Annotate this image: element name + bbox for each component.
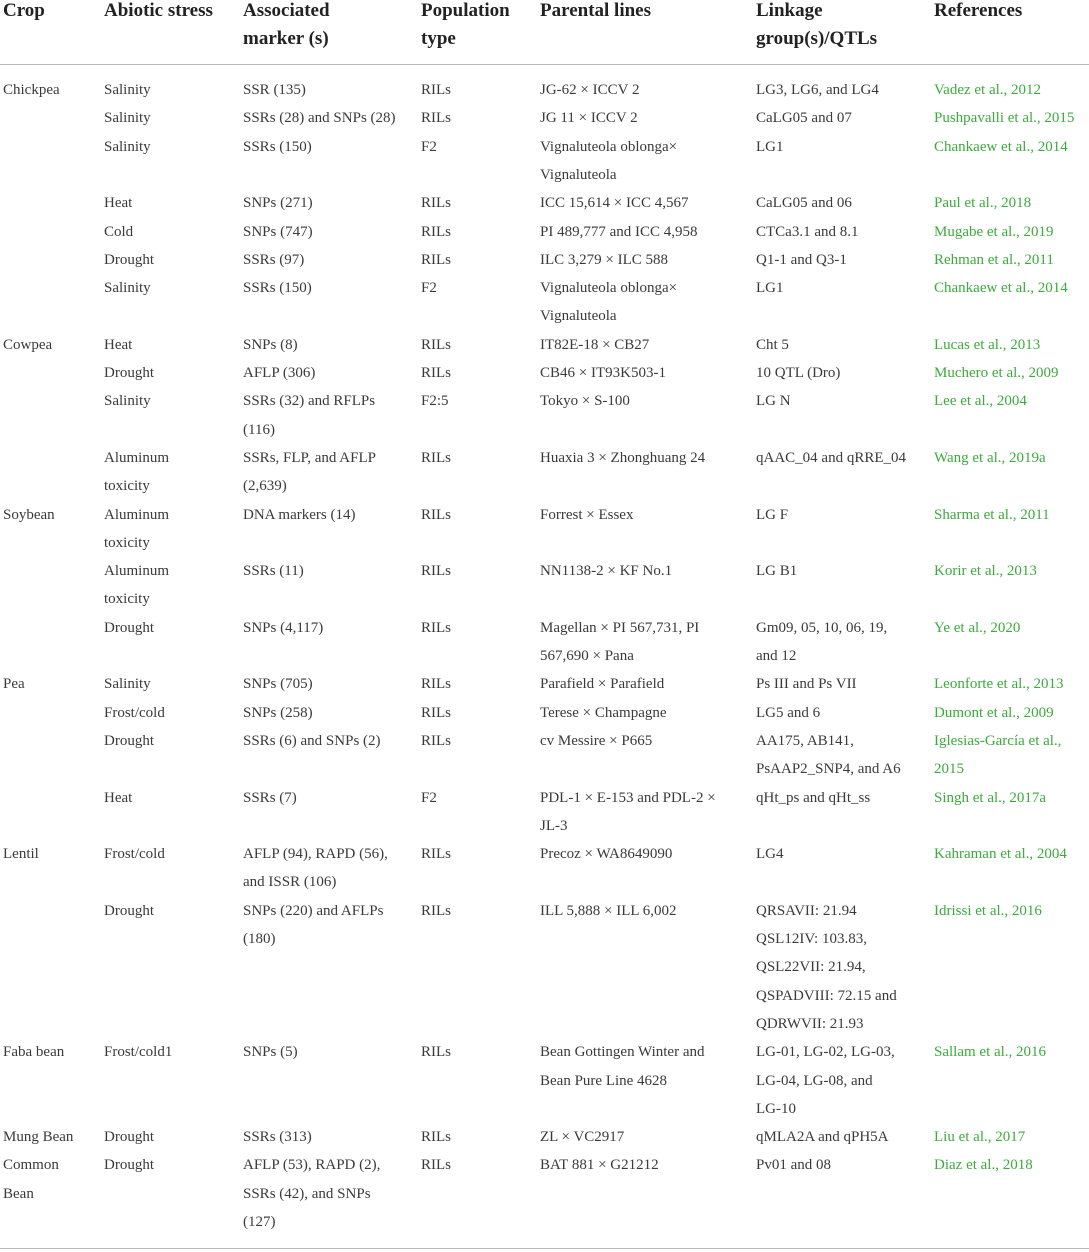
cell-crop: Chickpea <box>3 82 60 98</box>
cell-parental-lines: Magellan × PI 567,731, PI <box>540 619 700 636</box>
bottom-rule <box>0 1248 1089 1249</box>
cell-parental-lines: Huaxia 3 × Zhonghuang 24 <box>540 449 706 466</box>
cell-associated-markers: (2,639) <box>243 478 287 495</box>
cell-parental-lines: Vignaluteola <box>540 166 617 183</box>
cell-parental-lines: ICC 15,614 × ICC 4,567 <box>540 195 689 212</box>
cell-crop: Pea <box>3 676 25 693</box>
cell-population-type: RILs <box>421 195 451 212</box>
cell-parental-lines: CB46 × IT93K503-1 <box>540 365 666 381</box>
cell-reference[interactable]: Lee et al., 2004 <box>934 393 1027 410</box>
cell-associated-markers: DNA markers (14) <box>243 506 356 523</box>
cell-population-type: F2 <box>421 789 437 806</box>
cell-associated-markers: (116) <box>243 421 275 438</box>
cell-population-type: RILs <box>421 1129 451 1146</box>
cell-parental-lines: Parafield × Parafield <box>540 676 665 693</box>
cell-abiotic-stress: toxicity <box>104 534 150 551</box>
cell-abiotic-stress: Frost/cold <box>104 846 165 863</box>
cell-associated-markers: SSRs (11) <box>243 563 304 580</box>
cell-associated-markers: SSRs (313) <box>243 1129 312 1146</box>
cell-linkage-groups: qHt_ps and qHt_ss <box>756 789 871 806</box>
cell-associated-markers: SNPs (5) <box>243 1044 298 1061</box>
cell-linkage-groups: CaLG05 and 07 <box>756 110 852 127</box>
cell-crop: Mung Bean <box>3 1129 74 1146</box>
cell-abiotic-stress: Salinity <box>104 393 151 410</box>
cell-associated-markers: SNPs (705) <box>243 676 313 693</box>
cell-population-type: RILs <box>421 251 451 268</box>
cell-population-type: RILs <box>421 704 451 721</box>
cell-parental-lines: JL-3 <box>540 817 568 834</box>
cell-associated-markers: SSRs (97) <box>243 251 305 268</box>
cell-abiotic-stress: Drought <box>104 1157 154 1174</box>
cell-associated-markers: and ISSR (106) <box>243 874 337 891</box>
cell-abiotic-stress: Heat <box>104 336 133 353</box>
cell-linkage-groups: Cht 5 <box>756 336 789 353</box>
cell-linkage-groups: qMLA2A and qPH5A <box>756 1129 889 1146</box>
cell-associated-markers: SNPs (4,117) <box>243 619 324 636</box>
cell-reference[interactable]: 2015 <box>934 761 964 778</box>
cell-parental-lines: cv Messire × P665 <box>540 732 653 749</box>
header-linkage-groups: group(s)/QTLs <box>756 27 878 49</box>
header-linkage-groups: Linkage <box>756 0 823 21</box>
cell-abiotic-stress: Drought <box>104 732 154 749</box>
cell-linkage-groups: Q1-1 and Q3-1 <box>756 251 847 268</box>
cell-linkage-groups: LG F <box>756 506 789 523</box>
header-reference: References <box>934 0 1023 21</box>
cell-linkage-groups: Pv01 and 08 <box>756 1157 831 1174</box>
cell-reference[interactable]: Chankaew et al., 2014 <box>934 138 1068 155</box>
header-population-type: Population <box>421 0 510 21</box>
cell-population-type: RILs <box>421 110 451 127</box>
cell-reference[interactable]: Dumont et al., 2009 <box>934 704 1054 721</box>
cell-reference[interactable]: Leonforte et al., 2013 <box>934 676 1064 693</box>
cell-population-type: RILs <box>421 619 451 636</box>
cell-abiotic-stress: Salinity <box>104 280 151 297</box>
cell-crop: Faba bean <box>3 1044 65 1061</box>
cell-linkage-groups: PsAAP2_SNP4, and A6 <box>756 761 901 778</box>
cell-parental-lines: JG-62 × ICCV 2 <box>540 82 640 98</box>
cell-associated-markers: SNPs (8) <box>243 336 298 353</box>
cell-linkage-groups: QRSAVII: 21.94 <box>756 902 857 919</box>
cell-linkage-groups: Ps III and Ps VII <box>756 676 857 693</box>
cell-reference[interactable]: Muchero et al., 2009 <box>934 365 1059 381</box>
cell-parental-lines: Vignaluteola oblonga× <box>540 280 678 297</box>
cell-linkage-groups: 10 QTL (Dro) <box>756 365 841 381</box>
cell-abiotic-stress: Aluminum <box>104 563 170 580</box>
cell-parental-lines: JG 11 × ICCV 2 <box>540 110 638 127</box>
cell-linkage-groups: LG3, LG6, and LG4 <box>756 82 879 98</box>
cell-associated-markers: SSRs (28) and SNPs (28) <box>243 110 396 127</box>
cell-population-type: RILs <box>421 1044 451 1061</box>
cell-population-type: RILs <box>421 506 451 523</box>
cell-parental-lines: Vignaluteola <box>540 308 617 325</box>
cell-associated-markers: SSRs (150) <box>243 138 312 155</box>
cell-parental-lines: BAT 881 × G21212 <box>540 1157 659 1174</box>
cell-abiotic-stress: toxicity <box>104 478 150 495</box>
cell-linkage-groups: LG5 and 6 <box>756 704 821 721</box>
cell-linkage-groups: CaLG05 and 06 <box>756 195 852 212</box>
cell-linkage-groups: LG N <box>756 393 791 410</box>
cell-associated-markers: AFLP (94), RAPD (56), <box>243 846 388 863</box>
cell-reference[interactable]: Diaz et al., 2018 <box>934 1157 1033 1174</box>
cell-population-type: F2:5 <box>421 393 449 410</box>
cell-population-type: RILs <box>421 563 451 580</box>
cell-abiotic-stress: Salinity <box>104 82 151 98</box>
cell-abiotic-stress: Aluminum <box>104 449 170 466</box>
cell-parental-lines: PI 489,777 and ICC 4,958 <box>540 223 698 240</box>
cell-population-type: RILs <box>421 449 451 466</box>
cell-linkage-groups: QDRWVII: 21.93 <box>756 1015 864 1032</box>
cell-parental-lines: ILL 5,888 × ILL 6,002 <box>540 902 677 919</box>
cell-associated-markers: SNPs (271) <box>243 195 313 212</box>
cell-reference[interactable]: Singh et al., 2017a <box>934 789 1047 806</box>
cell-reference[interactable]: Wang et al., 2019a <box>934 449 1046 466</box>
cell-parental-lines: Bean Pure Line 4628 <box>540 1072 668 1089</box>
cell-parental-lines: Forrest × Essex <box>540 506 634 523</box>
cell-associated-markers: SNPs (220) and AFLPs <box>243 902 384 919</box>
cell-crop: Bean <box>3 1185 34 1202</box>
cell-reference[interactable]: Ye et al., 2020 <box>934 619 1021 636</box>
cell-reference[interactable]: Vadez et al., 2012 <box>934 82 1042 98</box>
cell-linkage-groups: LG-10 <box>756 1100 796 1117</box>
cell-parental-lines: IT82E-18 × CB27 <box>540 336 650 353</box>
cell-abiotic-stress: Frost/cold1 <box>104 1044 173 1061</box>
cell-crop: Lentil <box>3 846 39 863</box>
cell-parental-lines: Bean Gottingen Winter and <box>540 1044 705 1061</box>
cell-linkage-groups: LG-04, LG-08, and <box>756 1072 873 1089</box>
cell-linkage-groups: LG4 <box>756 846 784 863</box>
cell-associated-markers: SSRs, FLP, and AFLP <box>243 449 376 466</box>
cell-population-type: RILs <box>421 732 451 749</box>
cell-associated-markers: SSRs (6) and SNPs (2) <box>243 732 381 749</box>
cell-reference[interactable]: Kahraman et al., 2004 <box>934 846 1067 863</box>
cell-reference[interactable]: Sallam et al., 2016 <box>934 1044 1047 1061</box>
cell-reference[interactable]: Korir et al., 2013 <box>934 563 1037 580</box>
cell-linkage-groups: AA175, AB141, <box>756 732 854 749</box>
cell-abiotic-stress: toxicity <box>104 591 150 608</box>
cell-associated-markers: SSRs (150) <box>243 280 312 297</box>
cell-associated-markers: SSR (135) <box>243 82 306 98</box>
cell-reference[interactable]: Idrissi et al., 2016 <box>934 902 1042 919</box>
cell-linkage-groups: QSL12IV: 103.83, <box>756 931 867 947</box>
header-parental-lines: Parental lines <box>540 0 652 21</box>
cell-reference[interactable]: Lucas et al., 2013 <box>934 336 1041 353</box>
cell-abiotic-stress: Cold <box>104 223 134 240</box>
cell-population-type: RILs <box>421 676 451 693</box>
cell-abiotic-stress: Aluminum <box>104 506 170 523</box>
cell-parental-lines: Precoz × WA8649090 <box>540 846 673 863</box>
cell-parental-lines: Tokyo × S-100 <box>540 393 630 410</box>
header-crop: Crop <box>3 0 45 21</box>
cell-reference[interactable]: Liu et al., 2017 <box>934 1129 1026 1146</box>
cell-abiotic-stress: Drought <box>104 1129 154 1146</box>
cell-associated-markers: SNPs (258) <box>243 704 313 721</box>
cell-abiotic-stress: Salinity <box>104 110 151 127</box>
cell-crop: Soybean <box>3 506 55 523</box>
cell-associated-markers: SSRs (42), and SNPs <box>243 1185 371 1202</box>
cell-crop: Common <box>3 1157 59 1174</box>
cell-linkage-groups: and 12 <box>756 648 797 664</box>
cell-population-type: RILs <box>421 223 451 240</box>
header-associated-markers: marker (s) <box>243 27 329 49</box>
header-population-type: type <box>421 27 456 49</box>
cell-reference[interactable]: Sharma et al., 2011 <box>934 506 1050 523</box>
cell-parental-lines: ZL × VC2917 <box>540 1129 625 1146</box>
cell-population-type: RILs <box>421 902 451 919</box>
cell-associated-markers: SSRs (7) <box>243 789 297 806</box>
cell-parental-lines: Vignaluteola oblonga× <box>540 138 678 155</box>
cell-reference[interactable]: Mugabe et al., 2019 <box>934 223 1054 240</box>
cell-population-type: RILs <box>421 82 451 98</box>
cell-associated-markers: (180) <box>243 931 276 947</box>
cell-abiotic-stress: Frost/cold <box>104 704 165 721</box>
cell-abiotic-stress: Salinity <box>104 676 151 693</box>
cell-parental-lines: 567,690 × Pana <box>540 648 634 664</box>
cell-abiotic-stress: Drought <box>104 902 154 919</box>
cell-linkage-groups: qAAC_04 and qRRE_04 <box>756 449 906 466</box>
cell-abiotic-stress: Drought <box>104 619 154 636</box>
header-associated-markers: Associated <box>243 0 330 21</box>
cell-abiotic-stress: Heat <box>104 789 133 806</box>
cell-reference[interactable]: Paul et al., 2018 <box>934 195 1032 212</box>
cell-abiotic-stress: Heat <box>104 195 133 212</box>
cell-population-type: RILs <box>421 1157 451 1174</box>
cell-linkage-groups: QSL22VII: 21.94, <box>756 959 866 976</box>
cell-abiotic-stress: Drought <box>104 365 154 381</box>
cell-population-type: F2 <box>421 280 437 297</box>
header-abiotic-stress: Abiotic stress <box>104 0 213 21</box>
cell-parental-lines: ILC 3,279 × ILC 588 <box>540 251 669 268</box>
cell-abiotic-stress: Drought <box>104 251 154 268</box>
cell-associated-markers: AFLP (306) <box>243 365 316 381</box>
header-rule <box>0 64 1089 65</box>
cell-associated-markers: (127) <box>243 1214 276 1230</box>
cell-reference[interactable]: Iglesias-García et al., <box>934 732 1062 749</box>
cell-linkage-groups: QSPADVIII: 72.15 and <box>756 987 897 1004</box>
cell-population-type: RILs <box>421 336 451 353</box>
cell-associated-markers: SNPs (747) <box>243 223 313 240</box>
cell-linkage-groups: CTCa3.1 and 8.1 <box>756 223 859 240</box>
cell-parental-lines: PDL-1 × E-153 and PDL-2 × <box>540 789 716 806</box>
cell-reference[interactable]: Pushpavalli et al., 2015 <box>934 110 1075 127</box>
cell-linkage-groups: LG-01, LG-02, LG-03, <box>756 1044 895 1061</box>
cell-population-type: RILs <box>421 365 451 381</box>
cell-linkage-groups: Gm09, 05, 10, 06, 19, <box>756 619 888 636</box>
cell-crop: Cowpea <box>3 336 53 353</box>
cell-population-type: RILs <box>421 846 451 863</box>
cell-parental-lines: NN1138-2 × KF No.1 <box>540 563 673 580</box>
cell-associated-markers: AFLP (53), RAPD (2), <box>243 1157 381 1174</box>
cell-parental-lines: Terese × Champagne <box>540 704 667 721</box>
cell-reference[interactable]: Chankaew et al., 2014 <box>934 280 1068 297</box>
cell-abiotic-stress: Salinity <box>104 138 151 155</box>
cell-reference[interactable]: Rehman et al., 2011 <box>934 251 1054 268</box>
cell-linkage-groups: LG1 <box>756 138 784 155</box>
cell-linkage-groups: LG B1 <box>756 563 798 580</box>
cell-population-type: F2 <box>421 138 437 155</box>
cell-associated-markers: SSRs (32) and RFLPs <box>243 393 376 410</box>
cell-linkage-groups: LG1 <box>756 280 784 297</box>
